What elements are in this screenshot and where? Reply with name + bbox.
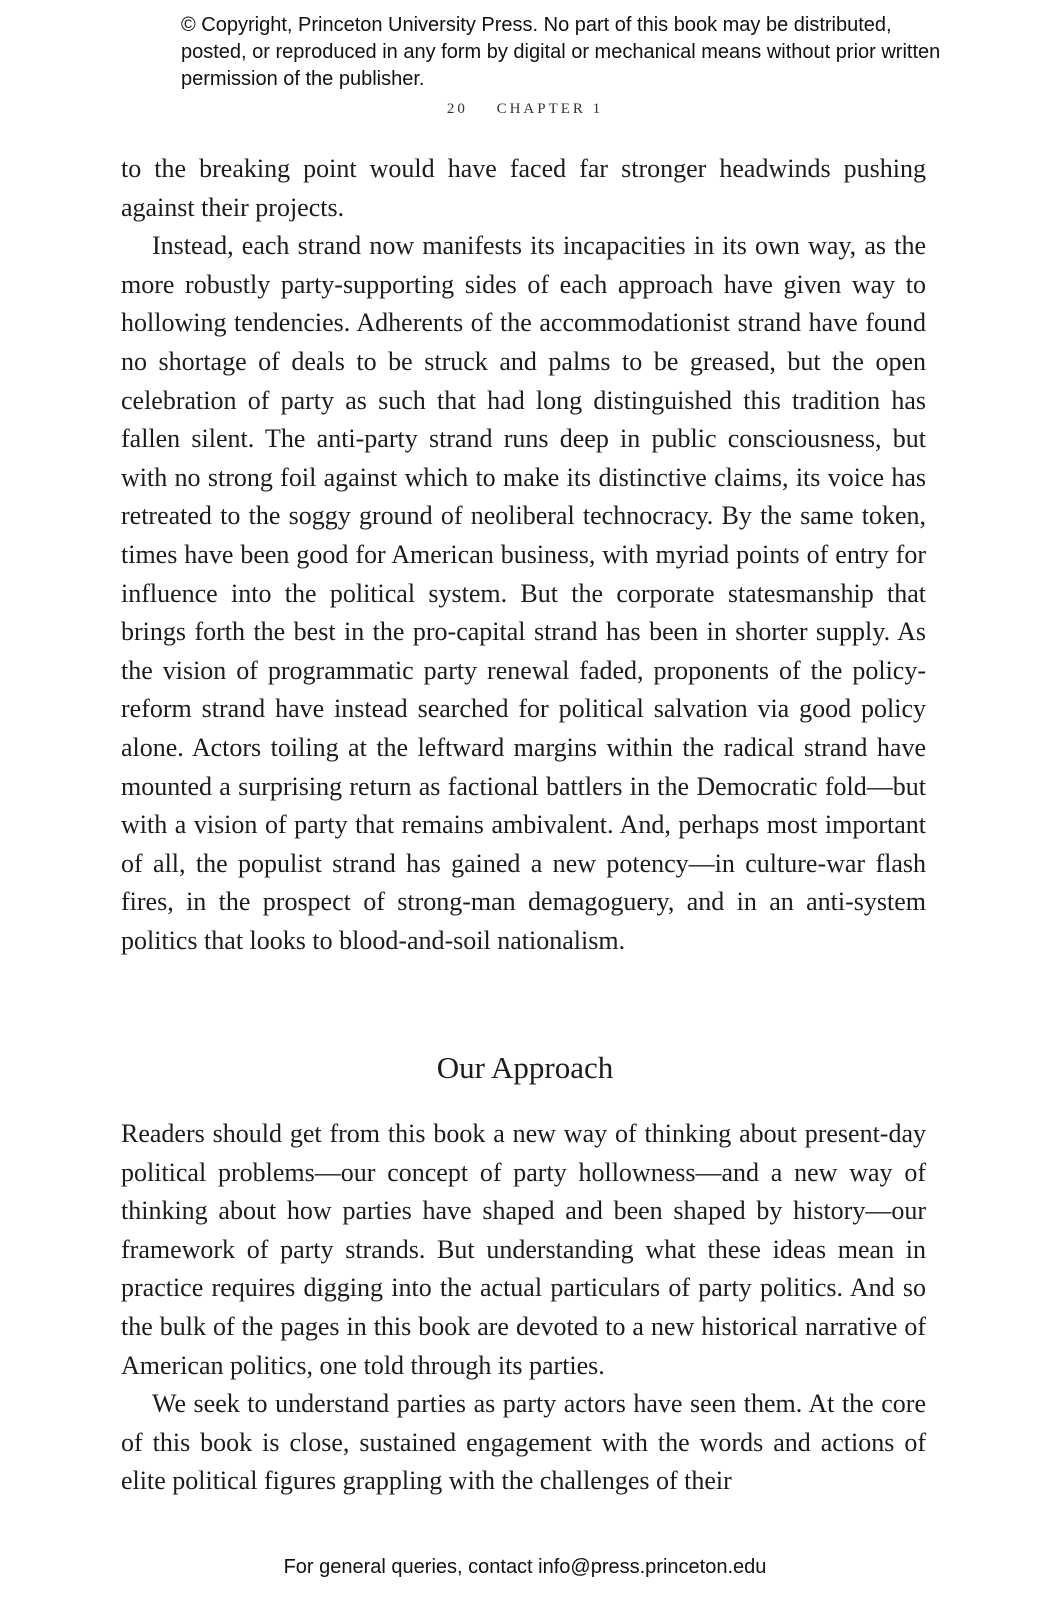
- body-text-top: [121, 150, 926, 960]
- footer-contact: For general queries, contact info@press.princeton.edu: [283, 1556, 767, 1578]
- section-heading: Our Approach: [436, 1050, 614, 1085]
- page-number: 20: [446, 101, 468, 117]
- copyright-notice: © Copyright, Princeton University Press. No part of this book may be distributed, posted, or reproduced in any form by digital or mechanical means without prior written permission of the publisher.: [181, 14, 941, 90]
- paragraph: We seek to understand parties as party actors have seen them. At the core of this book is close, sustained engagement with the words and actions of elite political figures grappling with the challenges of their: [121, 1389, 926, 1496]
- paragraph: Instead, each strand now manifests its incapacities in its own way, as the more robustly party-supporting sides of each approach have given way to hollowing tendencies. Adherents of the accommodationist strand have found no shortage of deals to be struck and palms to be greased, but the open celebration of party as such that had long distinguished this tradition has fallen silent. The anti-party strand runs deep in public consciousness, but with no strong foil against which to make its distinctive claims, its voice has retreated to the soggy ground of neoliberal technocracy. By the same token, times have been good for American business, with myriad points of entry for influence into the political system. But the corporate statesmanship that brings forth the best in the pro-capital strand has been in shorter supply. As the vision of programmatic party renewal faded, proponents of the policy-reform strand have instead searched for political salvation via good policy alone. Actors toiling at the leftward margins within the radical strand have mounted a surprising return as factional battlers in the Democratic fold—but with a vision of party that remains ambivalent. And, perhaps most important of all, the populist strand has gained a new potency—in culture-war flash fires, in the prospect of strong-man demagoguery, and in an anti-system politics that looks to blood-and-soil nationalism.: [121, 231, 926, 955]
- paragraph: Readers should get from this book a new way of thinking about present-day political problems—our concept of party hollowness—and a new way of thinking about how parties have shaped and been shaped by history—our framework of party strands. But understanding what these ideas mean in practice requires digging into the actual particulars of party politics. And so the bulk of the pages in this book are devoted to a new historical narrative of American politics, one told through its parties.: [121, 1119, 926, 1380]
- body-text-bottom: [121, 1115, 926, 1501]
- running-head: [0, 101, 1050, 118]
- paragraph-continued: to the breaking point would have faced far stronger headwinds pushing against their projects.: [121, 154, 926, 222]
- chapter-label: CHAPTER 1: [496, 101, 604, 117]
